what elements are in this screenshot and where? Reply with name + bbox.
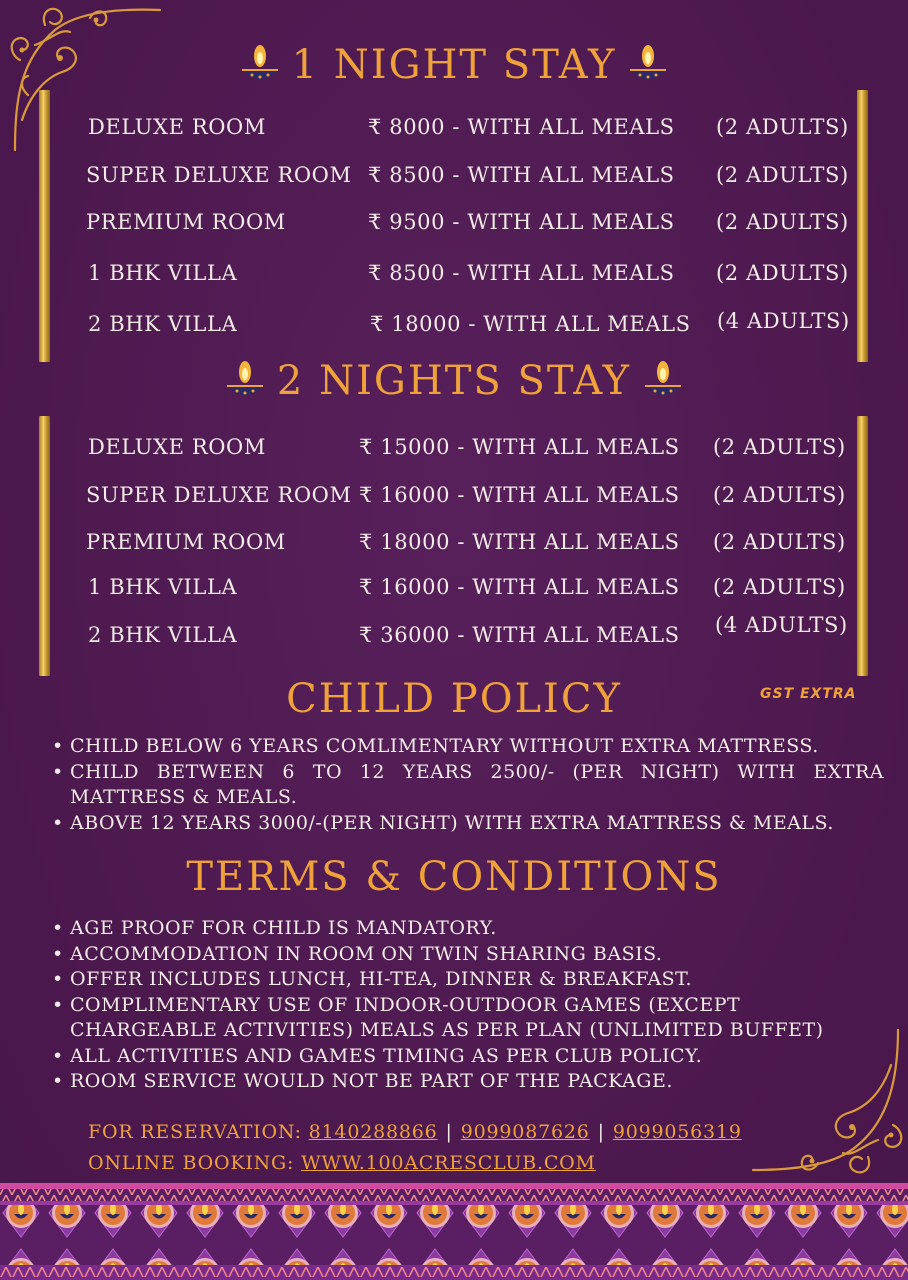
list-item: • ALL ACTIVITIES AND GAMES TIMING AS PER CLUB POLICY.: [48, 1044, 884, 1070]
two-nights-title: 2 NIGHTS STAY: [276, 358, 632, 404]
list-item: • ROOM SERVICE WOULD NOT BE PART OF THE PACKAGE.: [48, 1069, 884, 1095]
online-booking-line: [88, 1152, 596, 1174]
room-occupancy: (4 ADULTS): [717, 309, 850, 333]
list-item: • CHILD BETWEEN 6 TO 12 YEARS 2500/- (PER NIGHT) WITH EXTRA MATTRESS & MEALS.: [48, 760, 884, 811]
list-item: • OFFER INCLUDES LUNCH, HI-TEA, DINNER & BREAKFAST.: [48, 967, 884, 993]
phone-link-3[interactable]: 9099056319: [612, 1121, 742, 1143]
room-name: 2 BHK VILLA: [88, 312, 238, 336]
room-name: SUPER DELUXE ROOM: [86, 163, 352, 187]
room-price: ₹ 18000 - WITH ALL MEALS: [370, 312, 691, 336]
room-name: DELUXE ROOM: [88, 115, 266, 139]
room-name: DELUXE ROOM: [88, 435, 266, 459]
list-item: • ABOVE 12 YEARS 3000/-(PER NIGHT) WITH EXTRA MATTRESS & MEALS.: [48, 811, 884, 837]
phone-link-1[interactable]: 8140288866: [308, 1121, 438, 1143]
room-occupancy: (2 ADULTS): [716, 210, 849, 234]
gst-note: GST EXTRA: [760, 686, 857, 702]
list-item: • COMPLIMENTARY USE OF INDOOR-OUTDOOR GAMES (EXCEPT CHARGEABLE ACTIVITIES) MEALS AS PER PLAN (UNLIMITED BUFFET): [48, 993, 884, 1044]
room-price: ₹ 18000 - WITH ALL MEALS: [359, 530, 680, 554]
rate-row: [0, 613, 908, 653]
decorative-border-pattern: [0, 1183, 908, 1280]
room-occupancy: (2 ADULTS): [716, 163, 849, 187]
rate-row: [0, 435, 908, 465]
room-price: ₹ 9500 - WITH ALL MEALS: [368, 210, 675, 234]
room-price: ₹ 36000 - WITH ALL MEALS: [359, 623, 680, 647]
rate-row: [0, 115, 908, 145]
separator: |: [445, 1121, 453, 1143]
reservation-line: [88, 1121, 742, 1143]
room-occupancy: (4 ADULTS): [715, 613, 848, 637]
rate-row: [0, 530, 908, 560]
terms-list: [48, 916, 884, 1095]
room-name: 1 BHK VILLA: [88, 575, 238, 599]
rate-row: [0, 575, 908, 605]
one-night-heading: [0, 42, 908, 88]
terms-heading: TERMS & CONDITIONS: [186, 854, 722, 900]
rate-row: [0, 309, 908, 342]
room-occupancy: (2 ADULTS): [716, 261, 849, 285]
list-item: • ACCOMMODATION IN ROOM ON TWIN SHARING BASIS.: [48, 942, 884, 968]
rate-row: [0, 261, 908, 291]
child-policy-heading: CHILD POLICY: [286, 676, 622, 722]
room-price: ₹ 15000 - WITH ALL MEALS: [359, 435, 680, 459]
website-link[interactable]: WWW.100ACRESCLUB.COM: [301, 1152, 596, 1174]
reservation-label: FOR RESERVATION:: [88, 1121, 302, 1143]
diya-icon: [225, 358, 265, 404]
room-name: SUPER DELUXE ROOM: [86, 483, 352, 507]
rate-row: [0, 163, 908, 193]
room-price: ₹ 8000 - WITH ALL MEALS: [368, 115, 675, 139]
diya-icon: [643, 358, 683, 404]
diya-icon: [240, 42, 280, 88]
diya-icon: [628, 42, 668, 88]
room-occupancy: (2 ADULTS): [713, 530, 846, 554]
room-name: PREMIUM ROOM: [86, 210, 286, 234]
room-occupancy: (2 ADULTS): [713, 575, 846, 599]
rate-row: [0, 483, 908, 513]
room-name: PREMIUM ROOM: [86, 530, 286, 554]
room-price: ₹ 8500 - WITH ALL MEALS: [368, 261, 675, 285]
two-nights-heading: [0, 358, 908, 404]
room-price: ₹ 16000 - WITH ALL MEALS: [359, 483, 680, 507]
online-booking-label: ONLINE BOOKING:: [88, 1152, 295, 1174]
separator: |: [597, 1121, 605, 1143]
room-occupancy: (2 ADULTS): [713, 435, 846, 459]
one-night-title: 1 NIGHT STAY: [291, 42, 617, 88]
child-policy-list: [48, 734, 884, 836]
rate-row: [0, 210, 908, 240]
list-item: • CHILD BELOW 6 YEARS COMLIMENTARY WITHOUT EXTRA MATTRESS.: [48, 734, 884, 760]
room-occupancy: (2 ADULTS): [716, 115, 849, 139]
list-item: • AGE PROOF FOR CHILD IS MANDATORY.: [48, 916, 884, 942]
room-occupancy: (2 ADULTS): [713, 483, 846, 507]
room-price: ₹ 16000 - WITH ALL MEALS: [359, 575, 680, 599]
room-name: 1 BHK VILLA: [88, 261, 238, 285]
phone-link-2[interactable]: 9099087626: [460, 1121, 590, 1143]
room-name: 2 BHK VILLA: [88, 623, 238, 647]
room-price: ₹ 8500 - WITH ALL MEALS: [368, 163, 675, 187]
